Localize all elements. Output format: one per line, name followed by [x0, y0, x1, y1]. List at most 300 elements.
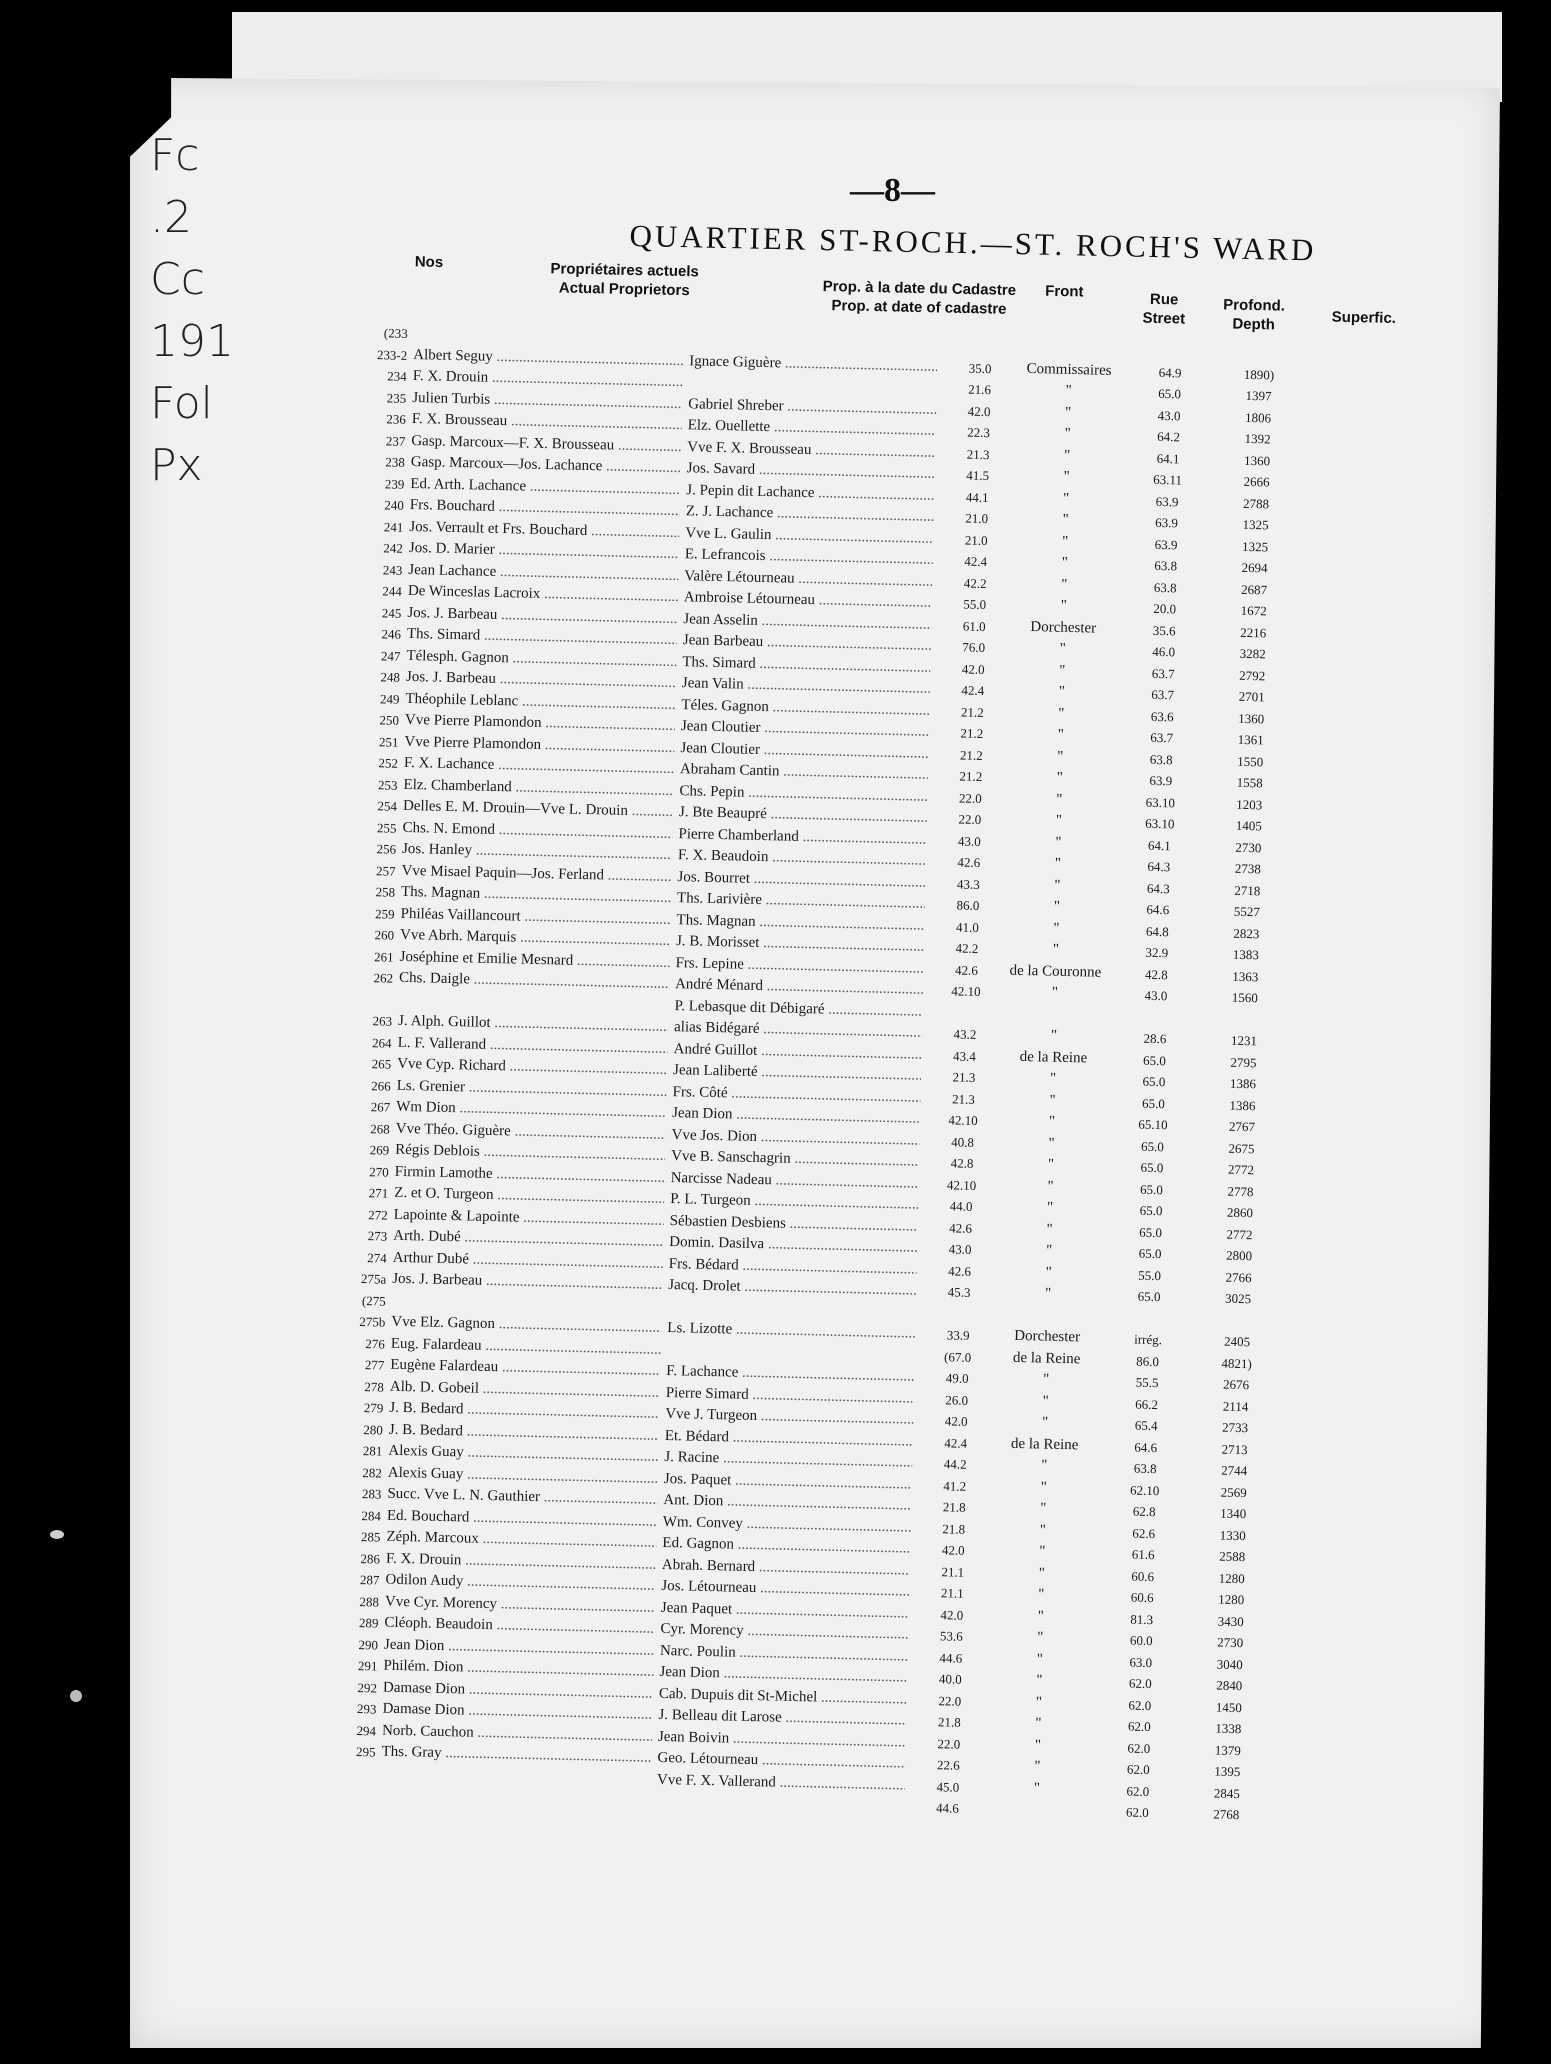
lot-number: 266: [371, 1077, 391, 1094]
depth-measure: 55.5: [1135, 1374, 1159, 1391]
lot-number: 243: [382, 561, 403, 578]
lot-number: 256: [376, 841, 397, 857]
cadastre-owner: Vve J. Turgeon .....: [665, 1404, 913, 1431]
lot-number: 238: [385, 454, 405, 470]
street-name: ": [1053, 898, 1061, 915]
cadastre-owner: E. Lefrancois .....: [685, 544, 933, 571]
owner-name: Jean Lachance .....: [408, 559, 678, 587]
owner-name: Jean Dion .....: [384, 1634, 654, 1662]
lot-number: [337, 1784, 375, 1785]
superficie-value: 2694: [1241, 559, 1268, 576]
front-measure: 43.0: [948, 1241, 972, 1257]
owner-name: Ths. Gray .....: [381, 1742, 651, 1770]
front-measure: 44.6: [939, 1649, 963, 1666]
front-measure: [933, 1303, 985, 1304]
cadastre-owner: Ant. Dion .....: [663, 1490, 911, 1517]
owner-name: Norb. Cauchon .....: [382, 1720, 652, 1748]
front-measure: 22.6: [936, 1757, 960, 1773]
depth-measure: 62.0: [1127, 1718, 1151, 1735]
cadastre-owner: Jean Boivin .....: [658, 1726, 906, 1753]
lot-number: 233-2: [376, 346, 408, 363]
cadastre-owner: Jos. Savard .....: [687, 458, 935, 485]
street-name: ": [1049, 1092, 1056, 1109]
lot-number: 295: [355, 1744, 376, 1760]
cadastre-owner: Frs. Lepine .....: [675, 953, 923, 980]
margin-note: Fc: [150, 130, 200, 181]
depth-measure: 60.0: [1129, 1632, 1153, 1649]
superficie-value: 1379: [1214, 1742, 1241, 1758]
depth-measure: 63.7: [1151, 665, 1175, 681]
margin-note: 191: [150, 316, 234, 367]
cadastre-owner: Jean Cloutier .....: [680, 738, 928, 765]
depth-measure: 62.8: [1132, 1503, 1156, 1520]
cadastre-owner: P. L. Turgeon .....: [670, 1189, 918, 1216]
scan-speck: [70, 1690, 82, 1702]
depth-measure: 64.6: [1146, 901, 1170, 918]
front-measure: 21.8: [942, 1499, 966, 1515]
owner-name: Philém. Dion .....: [383, 1656, 653, 1684]
depth-measure: 65.0: [1142, 1052, 1167, 1068]
owner-name: Vve Abrh. Marquis .....: [400, 925, 670, 953]
front-measure: 22.0: [938, 1692, 962, 1709]
lot-number: 246: [381, 626, 402, 642]
lot-number: 293: [356, 1701, 377, 1717]
superficie-value: 1325: [1242, 516, 1269, 533]
lot-number: 240: [384, 497, 405, 513]
front-measure: 41.5: [966, 467, 990, 484]
cadastre-owner: Frs. Bédard .....: [668, 1254, 916, 1281]
owner-name: J. Alph. Guillot .....: [398, 1011, 668, 1039]
depth-measure: 63.6: [1150, 708, 1174, 724]
cadastre-owner: Geo. Létourneau .....: [657, 1748, 905, 1775]
depth-measure: 64.1: [1156, 450, 1180, 466]
lot-number: 245: [381, 604, 402, 621]
depth-measure: 65.0: [1138, 1245, 1162, 1262]
front-measure: 44.6: [935, 1800, 959, 1816]
front-measure: 21.2: [959, 746, 983, 763]
owner-name: Chs. Daigle .....: [399, 968, 669, 996]
owner-name: Arth. Dubé .....: [393, 1226, 663, 1254]
depth-measure: 35.6: [1152, 622, 1176, 638]
cadastre-owner: Jos. Paquet .....: [664, 1468, 912, 1495]
cadastre-owner: André Guillot .....: [673, 1039, 921, 1066]
front-measure: 44.0: [949, 1198, 973, 1214]
owner-name: Julien Turbis .....: [412, 387, 682, 415]
lot-number: 292: [357, 1679, 378, 1696]
superficie-value: 1806: [1244, 409, 1272, 425]
lot-number: 252: [378, 755, 399, 771]
front-measure: 86.0: [956, 897, 980, 913]
street-name: ": [1035, 1693, 1043, 1711]
street-name: ": [1037, 1607, 1045, 1625]
depth-measure: 20.0: [1153, 600, 1177, 617]
street-name: ": [1039, 1522, 1047, 1539]
owner-name: Frs. Bouchard .....: [410, 495, 680, 523]
lot-number: 264: [371, 1034, 392, 1051]
cadastre-owner: J. Racine .....: [664, 1447, 912, 1474]
lot-number: [355, 988, 393, 989]
owner-name: Vve Cyp. Richard .....: [397, 1054, 667, 1082]
front-measure: 22.3: [967, 424, 991, 441]
depth-measure: 65.0: [1139, 1202, 1163, 1219]
lot-number: 288: [359, 1593, 380, 1610]
cadastre-owner: Domin. Dasilva .....: [669, 1232, 917, 1259]
owner-name: Télesph. Gagnon .....: [406, 645, 676, 673]
owner-name: Gasp. Marcoux—Jos. Lachance .....: [411, 452, 681, 480]
street-name: ": [1048, 1135, 1055, 1152]
street-name: ": [1042, 1393, 1049, 1410]
owner-name: Firmin Lamothe .....: [394, 1161, 664, 1189]
street-name: ": [1038, 1564, 1046, 1582]
depth-measure: 65.0: [1137, 1288, 1161, 1305]
superficie-value: 3282: [1239, 645, 1266, 662]
superficie-value: 3040: [1216, 1656, 1243, 1672]
lot-number: 275a: [360, 1271, 387, 1287]
street-name: ": [1060, 576, 1068, 593]
street-name: Commissaires: [1026, 360, 1112, 379]
owner-name: Alexis Guay .....: [388, 1462, 658, 1490]
depth-measure: 62.0: [1128, 1675, 1152, 1692]
superficie-value: 1383: [1232, 946, 1260, 963]
lot-number: 281: [362, 1443, 383, 1459]
lot-number: 234: [387, 368, 407, 384]
superficie-value: 2795: [1230, 1054, 1257, 1070]
depth-measure: 64.3: [1146, 880, 1170, 896]
owner-name: Théophile Leblanc .....: [405, 688, 675, 716]
superficie-value: 2666: [1243, 473, 1270, 490]
front-measure: 76.0: [962, 639, 986, 656]
depth-measure: 63.9: [1155, 493, 1179, 509]
front-measure: 40.8: [951, 1133, 975, 1150]
cadastre-owner: Elz. Ouellette .....: [687, 415, 935, 442]
owner-name: Vve Misael Paquin—Jos. Ferland .....: [401, 860, 671, 888]
front-measure: 45.3: [947, 1284, 971, 1300]
owner-name: J. B. Bedard .....: [389, 1398, 659, 1426]
depth-measure: 66.2: [1135, 1396, 1159, 1412]
street-name: ": [1048, 1113, 1056, 1130]
street-name: ": [1055, 834, 1062, 851]
lot-number: 263: [372, 1013, 393, 1029]
front-measure: 21.6: [968, 381, 992, 398]
street-name: ": [1059, 640, 1067, 657]
owner-name: Ths. Simard .....: [407, 624, 677, 652]
street-name: ": [1044, 1285, 1052, 1302]
superficie-value: 2772: [1226, 1226, 1253, 1242]
owner-name: Ed. Bouchard .....: [387, 1505, 657, 1533]
superficie-value: 1325: [1241, 538, 1269, 554]
superficie-value: 2733: [1221, 1419, 1249, 1436]
depth-measure: 55.0: [1138, 1267, 1162, 1283]
depth-measure: 43.0: [1144, 987, 1168, 1004]
cadastre-owner: Jean Asselin .....: [683, 609, 931, 636]
street-name: ": [1065, 382, 1072, 399]
owner-name: Vve Elz. Gagnon .....: [391, 1312, 661, 1340]
owner-name: Jos. J. Barbeau .....: [406, 667, 676, 695]
superficie-value: 1386: [1229, 1075, 1257, 1092]
street-name: ": [1058, 705, 1065, 722]
owner-name: Arthur Dubé .....: [393, 1247, 663, 1275]
owner-name: Jos. J. Barbeau .....: [407, 602, 677, 630]
lot-number: 287: [359, 1572, 380, 1588]
lot-number: 276: [365, 1335, 385, 1352]
front-measure: 21.3: [966, 446, 990, 462]
owner-name: Jos. D. Marier .....: [409, 538, 679, 566]
front-measure: 42.10: [951, 983, 981, 1000]
depth-measure: 63.10: [1145, 794, 1176, 810]
street-name: ": [1035, 1715, 1042, 1732]
street-name: ": [1040, 1479, 1047, 1496]
header-depth-en: Depth: [1232, 315, 1276, 334]
superficie-value: 2687: [1241, 581, 1268, 597]
street-name: ": [1036, 1650, 1044, 1668]
superficie-value: 2772: [1227, 1161, 1255, 1178]
superficie-value: 1405: [1235, 817, 1262, 834]
street-name: de la Reine: [1012, 1349, 1081, 1367]
front-measure: 42.0: [941, 1542, 965, 1558]
front-measure: 49.0: [945, 1370, 969, 1386]
owner-name: F. X. Brousseau .....: [412, 409, 682, 437]
property-table: [336, 322, 1399, 1828]
depth-measure: 62.0: [1128, 1697, 1152, 1713]
lot-number: 235: [386, 389, 407, 406]
front-measure: 26.0: [945, 1391, 969, 1408]
owner-name: Vve Pierre Plamondon .....: [405, 710, 675, 738]
street-name: ": [1063, 468, 1070, 485]
lot-number: 251: [378, 733, 399, 750]
street-name: de la Couronne: [1009, 962, 1102, 981]
superficie-value: 2792: [1239, 667, 1266, 683]
lot-number: 289: [358, 1615, 379, 1631]
superficie-value: 2718: [1234, 882, 1261, 898]
lot-number: 265: [371, 1056, 392, 1072]
superficie-value: 2766: [1225, 1269, 1252, 1285]
cadastre-owner: J. Belleau dit Larose .....: [658, 1705, 906, 1732]
cadastre-owner: F. Lachance .....: [666, 1361, 914, 1388]
cadastre-owner: Cyr. Morency .....: [660, 1619, 908, 1646]
owner-name: Delles E. M. Drouin—Vve L. Drouin .....: [403, 796, 673, 824]
cadastre-owner: Téles. Gagnon .....: [681, 695, 929, 722]
superficie-value: 1386: [1229, 1097, 1256, 1113]
street-name: ": [1046, 1199, 1054, 1216]
street-name: de la Reine: [1019, 1048, 1088, 1066]
superficie-value: 2216: [1240, 624, 1267, 640]
street-name: ": [1061, 533, 1069, 550]
superficie-value: 1450: [1215, 1699, 1242, 1715]
margin-note: Fol: [150, 378, 213, 429]
depth-measure: 63.9: [1155, 514, 1179, 531]
front-measure: 21.0: [964, 532, 988, 548]
front-measure: 55.0: [963, 596, 987, 613]
owner-name: Ls. Grenier .....: [396, 1075, 666, 1103]
superficie-value: 1550: [1237, 753, 1264, 769]
street-name: ": [1057, 748, 1064, 765]
front-measure: 42.6: [954, 961, 979, 978]
depth-measure: 65.0: [1140, 1159, 1164, 1176]
header-street-fr: Rue: [1149, 290, 1179, 309]
owner-name: J. B. Bedard .....: [389, 1419, 659, 1447]
owner-name: Damase Dion .....: [382, 1699, 652, 1727]
cadastre-owner: Jean Laliberté .....: [673, 1060, 921, 1087]
street-name: ": [1052, 941, 1060, 958]
owner-name: Z. et O. Turgeon .....: [394, 1183, 664, 1211]
owner-name: Jos. Hanley .....: [402, 839, 672, 867]
front-measure: 42.0: [967, 403, 991, 419]
page-number: —8—: [850, 172, 935, 209]
front-measure: 42.4: [964, 553, 988, 570]
front-measure: 42.8: [950, 1155, 974, 1171]
lot-number: 275b: [359, 1314, 386, 1330]
cadastre-owner: Vve F. X. Brousseau .....: [687, 437, 935, 464]
front-measure: 22.0: [937, 1735, 961, 1752]
depth-measure: 62.0: [1126, 1783, 1150, 1799]
lot-number: 247: [380, 647, 401, 664]
lot-number: 278: [364, 1378, 385, 1395]
cadastre-owner: Abraham Cantin .....: [680, 759, 928, 786]
header-cadastre-en: Prop. at date of cadastre: [831, 297, 1007, 318]
superficie-value: 2701: [1238, 688, 1265, 705]
superficie-value: 2840: [1216, 1677, 1243, 1694]
owner-name: Ed. Arth. Lachance .....: [410, 473, 680, 501]
depth-measure: 63.8: [1149, 751, 1173, 767]
front-measure: 44.1: [965, 489, 989, 505]
cadastre-owner: Jos. Bourret .....: [677, 867, 925, 894]
header-owners-fr: Propriétaires actuels: [550, 260, 700, 281]
depth-measure: 63.9: [1154, 536, 1178, 552]
cadastre-owner: Z. J. Lachance .....: [686, 501, 934, 528]
margin-note: .2: [150, 192, 192, 243]
lot-number: 294: [356, 1722, 377, 1738]
owner-name: F. X. Lachance .....: [404, 753, 674, 781]
depth-measure: 28.6: [1143, 1030, 1167, 1047]
front-measure: 21.8: [942, 1520, 966, 1537]
cadastre-owner: Ignace Giguère .....: [689, 351, 937, 378]
superficie-value: 3430: [1217, 1613, 1244, 1629]
street-name: ": [1033, 1779, 1041, 1797]
header-owners-en: Actual Proprietors: [558, 279, 690, 300]
depth-measure: 63.10: [1145, 815, 1175, 832]
superficie-value: 2713: [1221, 1441, 1248, 1457]
superficie-value: [1208, 1309, 1268, 1310]
superficie-value: 4821): [1221, 1355, 1252, 1371]
owner-name: Elz. Chamberland .....: [403, 774, 673, 802]
superficie-value: 1330: [1219, 1527, 1246, 1543]
depth-measure: 63.7: [1151, 686, 1175, 703]
cadastre-owner: alias Bidégaré .....: [674, 1017, 922, 1044]
street-name: ": [1040, 1500, 1047, 1517]
street-name: ": [1060, 597, 1067, 614]
front-measure: 33.9: [946, 1327, 970, 1343]
street-name: ": [1041, 1414, 1049, 1431]
cadastre-owner: Jean Cloutier .....: [681, 716, 929, 743]
cadastre-owner: Abrah. Bernard .....: [662, 1554, 910, 1581]
depth-measure: 61.6: [1131, 1546, 1155, 1563]
depth-measure: 65.0: [1139, 1224, 1163, 1240]
owner-name: Jos. Verrault et Frs. Bouchard .....: [409, 516, 679, 544]
lot-number: 271: [368, 1185, 389, 1201]
owner-name: Vve Pierre Plamondon .....: [404, 731, 674, 759]
front-measure: 61.0: [962, 618, 986, 634]
street-name: ": [1045, 1242, 1053, 1259]
cadastre-owner: Narcisse Nadeau .....: [670, 1168, 918, 1195]
front-measure: 43.0: [957, 832, 981, 849]
lot-number: 267: [370, 1099, 391, 1115]
cadastre-owner: Jean Paquet .....: [661, 1597, 909, 1624]
cadastre-owner: Jos. Létourneau .....: [661, 1576, 909, 1603]
lot-number: 261: [373, 948, 394, 965]
margin-note: Cc: [150, 254, 205, 305]
cadastre-owner: Jean Dion .....: [659, 1662, 907, 1689]
superficie-value: 1672: [1240, 602, 1267, 619]
cadastre-owner: F. X. Beaudoin .....: [678, 845, 926, 872]
depth-measure: 43.0: [1157, 407, 1181, 423]
superficie-value: 1280: [1218, 1591, 1245, 1608]
owner-name: Zéph. Marcoux .....: [386, 1527, 656, 1555]
depth-measure: 42.8: [1144, 966, 1168, 982]
front-measure: 21.3: [951, 1090, 976, 1107]
cadastre-owner: J. Bte Beaupré .....: [679, 802, 927, 829]
depth-measure: 64.8: [1145, 923, 1169, 939]
lot-number: 258: [375, 884, 396, 900]
owner-name: Gasp. Marcoux—F. X. Brousseau .....: [411, 430, 681, 458]
street-name: Dorchester: [1030, 618, 1097, 637]
lot-number: 277: [364, 1357, 385, 1373]
front-measure: 42.10: [946, 1176, 977, 1193]
depth-measure: 63.8: [1133, 1460, 1157, 1477]
superficie-value: 1338: [1215, 1720, 1242, 1737]
street-name: ": [1045, 1264, 1052, 1281]
street-name: ": [1054, 877, 1061, 894]
lot-number: 285: [360, 1529, 381, 1545]
lot-number: 290: [358, 1636, 379, 1653]
superficie-value: 5527: [1233, 903, 1261, 920]
street-name: ": [1063, 447, 1071, 464]
lot-number: 242: [383, 540, 404, 556]
owner-name: Succ. Vve L. N. Gauthier .....: [387, 1484, 657, 1512]
superficie-value: 2114: [1222, 1398, 1249, 1414]
street-name: ": [1034, 1758, 1041, 1775]
owner-name: Wm Dion .....: [396, 1097, 666, 1125]
cadastre-owner: Pierre Simard .....: [666, 1382, 914, 1409]
front-measure: 42.2: [955, 940, 979, 956]
margin-notes: [150, 125, 234, 497]
depth-measure: 63.8: [1153, 579, 1177, 595]
front-measure: 22.0: [958, 811, 982, 827]
cadastre-owner: J. B. Morisset .....: [676, 931, 924, 958]
depth-measure: 64.1: [1147, 837, 1171, 853]
lot-number: 257: [375, 862, 396, 879]
lot-number: 239: [384, 475, 405, 492]
cadastre-owner: Ed. Gagnon .....: [662, 1533, 910, 1560]
depth-measure: 64.9: [1158, 364, 1182, 380]
cadastre-owner: Narc. Poulin .....: [660, 1640, 908, 1667]
front-measure: 42.10: [948, 1112, 978, 1128]
street-name: ": [1059, 662, 1066, 679]
front-measure: 42.6: [957, 854, 981, 870]
street-name: ": [1056, 791, 1063, 808]
superficie-value: 1890): [1243, 366, 1275, 383]
superficie-value: 2738: [1234, 860, 1261, 877]
lot-number: 279: [363, 1400, 384, 1416]
superficie-value: 3025: [1224, 1290, 1252, 1307]
owner-name: Jos. J. Barbeau .....: [392, 1269, 662, 1297]
cadastre-owner: Ths. Larivière .....: [677, 888, 925, 915]
lot-number: 262: [373, 970, 394, 986]
header-cadastre-fr: Prop. à la date du Cadastre: [822, 277, 1017, 300]
owner-name: Alexis Guay .....: [388, 1441, 658, 1469]
front-measure: 42.0: [961, 661, 985, 677]
cadastre-owner: Valère Létourneau .....: [684, 566, 932, 593]
lot-number: 273: [367, 1228, 388, 1244]
